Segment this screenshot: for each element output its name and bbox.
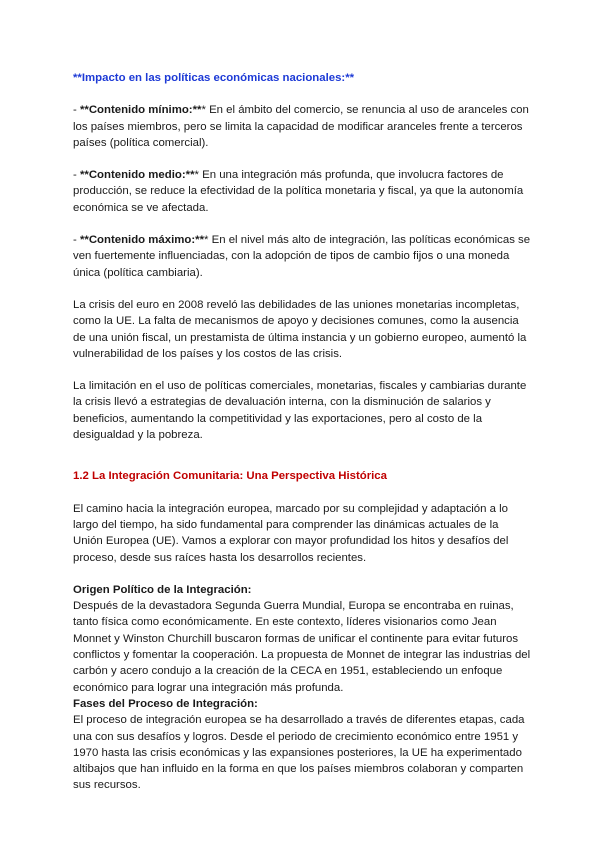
paragraph-crisis: La crisis del euro en 2008 reveló las debilidades de las uniones monetarias incompletas, como la UE. La falta de mecanismos de apoyo y decisiones comunes, como la ausencia de una unión fiscal, un prestamista de última instancia y un gobierno europeo, aumentó la vulnerabilidad de los países y los costos de las crisis. [73, 298, 527, 360]
item-label: **Contenido mínimo:** [79, 104, 202, 117]
item-prefix: - [73, 104, 80, 117]
paragraph-camino: El camino hacia la integración europea, marcado por su complejidad y adaptación a lo largo del tiempo, ha sido fundamental para comprender las dinámicas actuales de la Unión Europea (UE). Vamos a explorar con mayor profundidad los hitos y desafíos del proceso, desde sus raíces hasta los desarrollos recientes. [73, 502, 509, 564]
item-prefix: - [73, 234, 80, 247]
subheading-fases: Fases del Proceso de Integración: [73, 697, 258, 710]
subheading-origen: Origen Político de la Integración: [73, 583, 252, 596]
item-prefix: - [73, 169, 80, 182]
item-contenido-maximo [73, 232, 531, 281]
document-body [73, 70, 531, 794]
section-heading: 1.2 La Integración Comunitaria: Una Perspectiva Histórica [73, 470, 387, 483]
item-text: * En el nivel más alto de integración, las políticas económicas se ven fuertemente influenciadas, con la adopción de tipos de cambio fijos o una moneda única (política cambiaria). [73, 234, 531, 279]
item-contenido-minimo [73, 102, 531, 151]
paragraph-limitacion: La limitación en el uso de políticas comerciales, monetarias, fiscales y cambiarias durante la crisis llevó a estrategias de devaluación interna, con la disminución de salarios y beneficios, aumentando la competitividad y las exportaciones, pero al costo de la desigualdad y la pobreza. [73, 380, 527, 442]
item-text: * En una integración más profunda, que involucra factores de producción, se reduce la efectividad de la política monetaria y fiscal, ya que la autonomía económica se ve afectada. [73, 169, 524, 214]
paragraph-origen: Después de la devastadora Segunda Guerra Mundial, Europa se encontraba en ruinas, tanto física como económicamente. En este contexto, líderes visionarios como Jean Monnet y Winston Churchill buscaron formas de unificar el continente para evitar futuros conflictos y fomentar la cooperación. La propuesta de Monnet de integrar las industrias del carbón y acero condujo a la creación de la CECA en 1951, estableciendo un enfoque económico para lograr una integración más profunda. [73, 600, 531, 694]
impact-heading: **Impacto en las políticas económicas nacionales:** [73, 72, 355, 84]
item-contenido-medio [73, 167, 531, 216]
item-label: **Contenido medio:** [79, 169, 195, 182]
item-text: * En el ámbito del comercio, se renuncia al uso de aranceles con los países miembros, pero se limita la capacidad de modificar aranceles frente a terceros países (política comercial). [73, 104, 529, 149]
paragraph-fases: El proceso de integración europea se ha desarrollado a través de diferentes etapas, cada una con sus desafíos y logros. Desde el periodo de crecimiento económico entre 1951 y 1970 hasta las crisis económicas y las expansiones posteriores, la UE ha experimentado altibajos que han influido en la forma en que los países miembros colaboran y comparten sus recursos. [73, 714, 525, 792]
item-label: **Contenido máximo:** [79, 234, 205, 247]
